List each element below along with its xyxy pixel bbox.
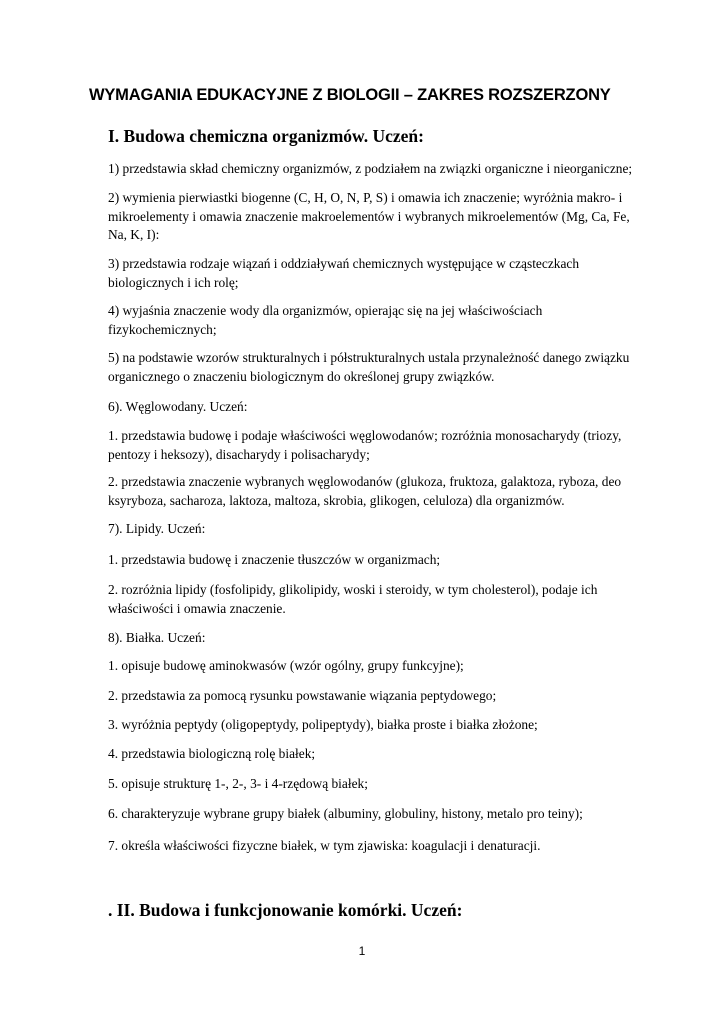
paragraph-proteins-3: 3. wyróżnia peptydy (oligopeptydy, polipeptydy), białka proste i białka złożone; bbox=[108, 717, 538, 732]
subsection-proteins-heading: 8). Białka. Uczeń: bbox=[108, 630, 206, 645]
section-2-heading: . II. Budowa i funkcjonowanie komórki. Uczeń: bbox=[108, 900, 463, 920]
paragraph-lipids-2: 2. rozróżnia lipidy (fosfolipidy, glikolipidy, woski i steroidy, w tym cholesterol), podaje ich właściwości i omawia znaczenie. bbox=[108, 582, 598, 616]
paragraph-proteins-7: 7. określa właściwości fizyczne białek, w tym zjawiska: koagulacji i denaturacji. bbox=[108, 838, 541, 853]
paragraph-proteins-5: 5. opisuje strukturę 1-, 2-, 3- i 4-rzędową białek; bbox=[108, 776, 368, 791]
document-title: WYMAGANIA EDUKACYJNE Z BIOLOGII – ZAKRES ROZSZERZONY bbox=[89, 86, 611, 104]
subsection-lipids-heading: 7). Lipidy. Uczeń: bbox=[108, 521, 206, 536]
paragraph-3: 3) przedstawia rodzaje wiązań i oddziaływań chemicznych występujące w cząsteczkach biologicznych i ich rolę; bbox=[108, 256, 580, 290]
page-number: 1 bbox=[358, 944, 366, 958]
paragraph-4: 4) wyjaśnia znaczenie wody dla organizmów, opierając się na jej właściwościach fizykochemicznych; bbox=[108, 303, 543, 337]
paragraph-proteins-1: 1. opisuje budowę aminokwasów (wzór ogólny, grupy funkcyjne); bbox=[108, 658, 464, 673]
paragraph-2: 2) wymienia pierwiastki biogenne (C, H, O, N, P, S) i omawia ich znaczenie; wyróżnia makro- i mikroelementy i omawia znaczenie makroelementów i wybranych mikroelementów (Mg, Ca, Fe, Na, K, I): bbox=[108, 190, 630, 242]
paragraph-proteins-6: 6. charakteryzuje wybrane grupy białek (albuminy, globuliny, histony, metalo pro teiny); bbox=[108, 806, 583, 821]
subsection-carbohydrates-heading: 6). Węglowodany. Uczeń: bbox=[108, 399, 248, 414]
paragraph-proteins-4: 4. przedstawia biologiczną rolę białek; bbox=[108, 746, 316, 761]
paragraph-5: 5) na podstawie wzorów strukturalnych i półstrukturalnych ustala przynależność danego związku organicznego o znaczeniu biologicznym do określonej grupy związków. bbox=[108, 350, 630, 384]
paragraph-proteins-2: 2. przedstawia za pomocą rysunku powstawanie wiązania peptydowego; bbox=[108, 688, 497, 703]
section-1-heading: I. Budowa chemiczna organizmów. Uczeń: bbox=[108, 126, 424, 146]
paragraph-carbohydrates-1: 1. przedstawia budowę i podaje właściwości węglowodanów; rozróżnia monosacharydy (triozy, pentozy i heksozy), disacharydy i polisacharydy; bbox=[108, 428, 622, 462]
paragraph-carbohydrates-2: 2. przedstawia znaczenie wybranych węglowodanów (glukoza, fruktoza, galaktoza, ryboza, deo ksyryboza, sacharoza, laktoza, maltoza, skrobia, glikogen, celuloza) dla organizmów. bbox=[108, 474, 622, 508]
paragraph-1: 1) przedstawia skład chemiczny organizmów, z podziałem na związki organiczne i nieorganiczne; bbox=[108, 161, 633, 176]
paragraph-lipids-1: 1. przedstawia budowę i znaczenie tłuszczów w organizmach; bbox=[108, 552, 441, 567]
